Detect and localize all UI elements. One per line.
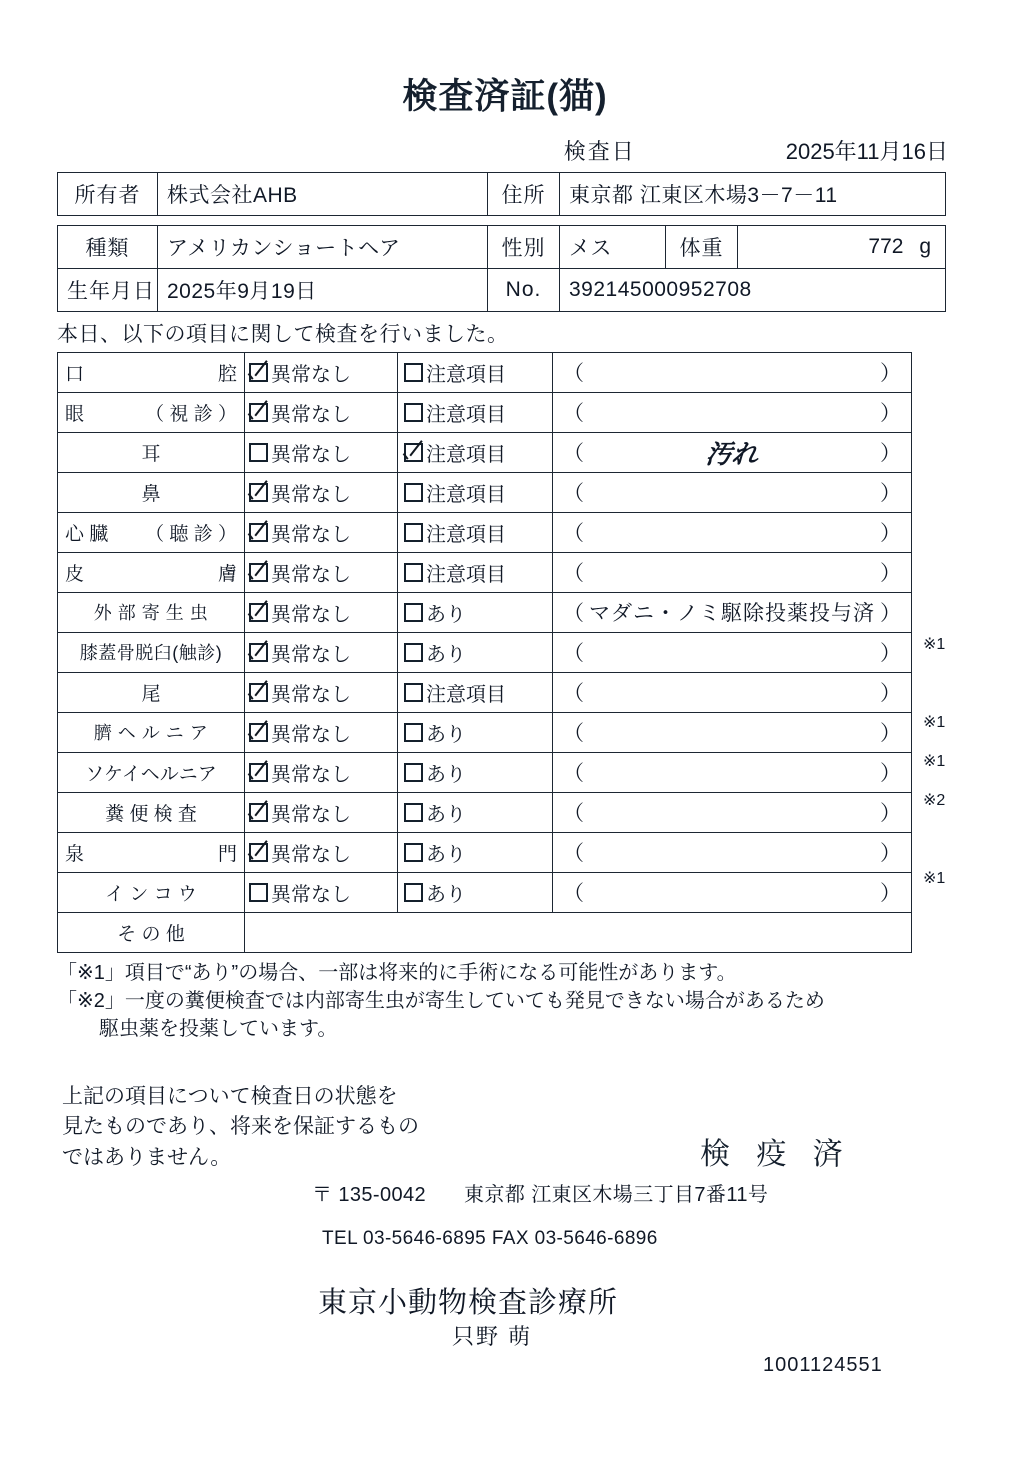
clinic-zip: 〒 135-0042 — [312, 1183, 427, 1206]
checklist-option-normal-label: 異常なし — [271, 523, 351, 546]
checklist-option-normal-label: 異常なし — [271, 443, 351, 466]
paren-open: （ — [563, 842, 584, 865]
checklist-note-cell[interactable] — [553, 432, 912, 472]
checklist-option-normal[interactable] — [245, 472, 398, 512]
checklist-row — [58, 592, 912, 632]
checklist-note-cell[interactable] — [553, 792, 912, 832]
checklist-row — [58, 712, 912, 752]
checklist-item-label: 皮 膚 — [58, 552, 245, 592]
footnote-mark — [919, 547, 979, 586]
checklist-item-label: 心 臓 （ 聴 診 ） — [58, 512, 245, 552]
checklist-option-normal-label: 異常なし — [271, 683, 351, 706]
checklist-item-label: そ の 他 — [58, 912, 245, 952]
checklist-item-label: 尾 — [58, 672, 245, 712]
checklist-option-attention[interactable] — [398, 672, 553, 712]
birth-row — [58, 268, 946, 311]
checkbox-attention[interactable] — [404, 443, 423, 462]
checklist-item-label: 耳 — [58, 432, 245, 472]
checklist-option-attention[interactable] — [398, 632, 553, 672]
checklist-note-cell[interactable] — [553, 472, 912, 512]
checklist-option-normal-label: 異常なし — [271, 563, 351, 586]
veterinarian-name: 只野 萌 — [452, 1323, 533, 1349]
footnote-mark — [919, 820, 979, 859]
checklist-item-label: ソケイヘルニア — [58, 752, 245, 792]
checkbox-normal[interactable] — [249, 643, 268, 662]
checklist-option-attention-label: 注意項目 — [426, 483, 506, 506]
footnote-2: 「※2」一度の糞便検査では内部寄生虫が寄生していても発見できない場合があるため — [57, 989, 825, 1012]
checklist-row — [58, 872, 912, 912]
checklist-option-attention-label: あり — [426, 803, 466, 826]
checklist-option-attention-label: 注意項目 — [426, 403, 506, 426]
checklist-option-normal-label: 異常なし — [271, 603, 351, 626]
paren-close: ） — [880, 722, 901, 745]
paren-open: （ — [563, 802, 584, 825]
checkbox-attention[interactable] — [404, 683, 423, 702]
checkbox-normal[interactable] — [249, 763, 268, 782]
header-info-table — [57, 172, 946, 216]
weight-value-cell — [738, 225, 946, 268]
checkbox-normal[interactable] — [249, 563, 268, 582]
checklist-option-normal[interactable] — [245, 512, 398, 552]
checklist-option-attention-label: 注意項目 — [426, 363, 506, 386]
clinic-contact: TEL 03-5646-6895 FAX 03-5646-6896 — [322, 1227, 658, 1249]
checkbox-normal[interactable] — [249, 803, 268, 822]
checklist-item-label: 臍 ヘ ル ニ ア — [58, 712, 245, 752]
checklist-option-attention-label: 注意項目 — [426, 563, 506, 586]
checklist-table — [57, 352, 912, 953]
sex-label: 性別 — [488, 225, 560, 268]
owner-row — [58, 172, 946, 215]
checklist-option-attention-label: あり — [426, 603, 466, 626]
checklist-row — [58, 552, 912, 592]
paren-open: （ — [563, 642, 584, 665]
breed-row — [58, 225, 946, 268]
owner-value: 株式会社AHB — [158, 172, 488, 215]
checklist-option-attention-label: 注意項目 — [426, 683, 506, 706]
registration-no-label: No. — [488, 268, 560, 311]
checklist-option-attention[interactable] — [398, 392, 553, 432]
checklist-note-cell[interactable] — [553, 632, 912, 672]
breed-label: 種類 — [58, 225, 158, 268]
checklist-option-normal[interactable] — [245, 672, 398, 712]
paren-close: ） — [880, 482, 901, 505]
checkbox-attention[interactable] — [404, 363, 423, 382]
clinic-address: 東京都 江東区木場三丁目7番11号 — [464, 1183, 769, 1206]
footnote-mark — [919, 469, 979, 508]
paren-close: ） — [880, 442, 901, 465]
paren-open: （ — [563, 402, 584, 425]
exam-date-row — [0, 135, 948, 166]
checkbox-normal[interactable] — [249, 843, 268, 862]
checklist-option-attention[interactable] — [398, 792, 553, 832]
checklist-option-normal[interactable] — [245, 592, 398, 632]
checklist-item-label: 泉 門 — [58, 832, 245, 872]
paren-close: ） — [880, 362, 901, 385]
clinic-address-line — [312, 1178, 768, 1207]
paren-open: （ — [563, 442, 584, 465]
checkbox-normal[interactable] — [249, 603, 268, 622]
disclaimer-line-2: 見たものであり、将来を保証するもの — [62, 1115, 419, 1139]
checklist-option-attention[interactable] — [398, 352, 553, 392]
checklist-note-cell[interactable] — [553, 392, 912, 432]
paren-open: （ — [563, 682, 584, 705]
checklist-option-normal[interactable] — [245, 432, 398, 472]
paren-close: ） — [880, 682, 901, 705]
checkbox-normal[interactable] — [249, 403, 268, 422]
checklist-note-cell[interactable] — [553, 712, 912, 752]
footer-section — [0, 1082, 1010, 1422]
checklist-note-cell[interactable] — [553, 752, 912, 792]
checklist-row — [58, 512, 912, 552]
checklist-option-attention[interactable] — [398, 752, 553, 792]
checklist-option-normal[interactable] — [245, 632, 398, 672]
checklist-option-normal-label: 異常なし — [271, 363, 351, 386]
checklist-item-label: イ ン コ ウ — [58, 872, 245, 912]
checklist-option-normal-label: 異常なし — [271, 643, 351, 666]
weight-label: 体重 — [666, 225, 738, 268]
checklist-option-normal-label: 異常なし — [271, 883, 351, 906]
checkbox-attention[interactable] — [404, 763, 423, 782]
serial-number: 1001124551 — [763, 1353, 883, 1376]
footnotes — [57, 959, 1010, 1044]
checklist-option-normal[interactable] — [245, 872, 398, 912]
paren-close: ） — [880, 562, 901, 585]
footnote-mark — [919, 508, 979, 547]
weight-value: 772 — [868, 234, 904, 258]
checklist-row — [58, 632, 912, 672]
checkbox-normal[interactable] — [249, 683, 268, 702]
checklist-note-cell[interactable] — [553, 352, 912, 392]
paren-open: （ — [563, 482, 584, 505]
footnote-2-cont: 駆虫薬を投薬しています。 — [99, 1018, 338, 1041]
registration-no-value: 392145000952708 — [560, 268, 946, 311]
checklist-row — [58, 432, 912, 472]
paren-close: ） — [880, 402, 901, 425]
checklist-option-attention[interactable] — [398, 832, 553, 872]
checkbox-normal[interactable] — [249, 883, 268, 902]
checklist-option-attention-label: 注意項目 — [426, 523, 506, 546]
paren-open: （ — [563, 362, 584, 385]
paren-close: ） — [880, 802, 901, 825]
checklist-row — [58, 392, 912, 432]
checklist-item-label: 口 腔 — [58, 352, 245, 392]
checkbox-attention[interactable] — [404, 803, 423, 822]
paren-open: （ — [563, 762, 584, 785]
checklist-row — [58, 672, 912, 712]
checklist-option-attention[interactable] — [398, 512, 553, 552]
checkbox-normal[interactable] — [249, 523, 268, 542]
checklist-item-label: 糞 便 検 査 — [58, 792, 245, 832]
checklist-row — [58, 352, 912, 392]
footnote-mark — [919, 352, 979, 391]
checklist-row — [58, 832, 912, 872]
checklist-note-cell[interactable] — [553, 512, 912, 552]
footnote-mark: ※1 — [923, 713, 946, 731]
animal-info-table — [57, 225, 946, 312]
checklist-row — [58, 792, 912, 832]
checkbox-attention[interactable] — [404, 523, 423, 542]
checklist-option-attention-label: あり — [426, 883, 466, 906]
checklist-option-normal[interactable] — [245, 792, 398, 832]
checklist-section — [57, 352, 967, 953]
address-label: 住所 — [488, 172, 560, 215]
paren-close: ） — [880, 642, 901, 665]
checklist-note-cell[interactable] — [553, 832, 912, 872]
page-title: 検査済証(猫) — [402, 77, 608, 116]
checkbox-attention[interactable] — [404, 483, 423, 502]
checklist-option-normal-label: 異常なし — [271, 763, 351, 786]
footnote-marks-column — [919, 352, 979, 937]
disclaimer-line-1: 上記の項目について検査日の状態を — [62, 1084, 398, 1108]
footnote-mark — [919, 664, 979, 703]
checklist-item-label: 眼 （ 視 診 ） — [58, 392, 245, 432]
paren-close: ） — [880, 762, 901, 785]
checklist-option-normal[interactable] — [245, 832, 398, 872]
footnote-mark: ※1 — [923, 869, 946, 887]
footnote-mark: ※1 — [923, 635, 946, 653]
disclaimer-text — [62, 1082, 419, 1173]
checklist-note-text: 汚れ — [704, 439, 760, 470]
footnote-mark — [919, 430, 979, 469]
checklist-item-label: 外 部 寄 生 虫 — [58, 592, 245, 632]
paren-close: ） — [880, 602, 901, 625]
checkbox-attention[interactable] — [404, 843, 423, 862]
footnote-mark: ※1 — [923, 752, 946, 770]
checklist-option-attention-label: あり — [426, 723, 466, 746]
checklist-note-cell[interactable] — [553, 552, 912, 592]
checklist-option-attention-label: あり — [426, 763, 466, 786]
footnote-mark — [919, 898, 979, 937]
checklist-option-normal-label: 異常なし — [271, 723, 351, 746]
checkbox-attention[interactable] — [404, 603, 423, 622]
paren-close: ） — [880, 842, 901, 865]
checkbox-attention[interactable] — [404, 643, 423, 662]
intro-text: 本日、以下の項目に関して検査を行いました。 — [57, 322, 509, 346]
checkbox-normal[interactable] — [249, 483, 268, 502]
checklist-option-attention[interactable] — [398, 592, 553, 632]
checklist-option-normal-label: 異常なし — [271, 403, 351, 426]
checklist-option-normal[interactable] — [245, 352, 398, 392]
checklist-other-value[interactable] — [245, 912, 912, 952]
checkbox-normal[interactable] — [249, 363, 268, 382]
checklist-row — [58, 912, 912, 952]
exam-date-label: 検査日 — [563, 138, 636, 164]
checkbox-attention[interactable] — [404, 563, 423, 582]
checklist-option-attention-label: 注意項目 — [426, 443, 506, 466]
checklist-option-attention[interactable] — [398, 712, 553, 752]
footnote-mark — [919, 391, 979, 430]
checklist-option-normal-label: 異常なし — [271, 843, 351, 866]
checklist-option-normal[interactable] — [245, 552, 398, 592]
sex-value: メス — [560, 225, 666, 268]
footnote-1: 「※1」項目で“あり”の場合、一部は将来的に手術になる可能性があります。 — [57, 961, 737, 984]
exam-date-value: 2025年11月16日 — [785, 138, 948, 164]
checklist-option-attention[interactable] — [398, 872, 553, 912]
checklist-option-attention-label: あり — [426, 643, 466, 666]
paren-open: （ — [563, 522, 584, 545]
breed-value: アメリカンショートヘア — [158, 225, 488, 268]
paren-open: （ — [563, 722, 584, 745]
checklist-option-attention[interactable] — [398, 472, 553, 512]
checkbox-normal[interactable] — [249, 443, 268, 462]
checklist-option-attention[interactable] — [398, 432, 553, 472]
checkbox-attention[interactable] — [404, 883, 423, 902]
paren-open: （ — [563, 602, 584, 625]
address-value: 東京都 江東区木場3－7－11 — [560, 172, 946, 215]
checkbox-normal[interactable] — [249, 723, 268, 742]
checklist-row — [58, 752, 912, 792]
footnote-mark: ※2 — [923, 791, 946, 809]
clinic-name: 東京小動物検査診療所 — [318, 1286, 619, 1319]
birth-label: 生年月日 — [58, 268, 158, 311]
birth-value: 2025年9月19日 — [158, 268, 488, 311]
checklist-option-normal-label: 異常なし — [271, 803, 351, 826]
owner-label: 所有者 — [58, 172, 158, 215]
checklist-option-attention-label: あり — [426, 843, 466, 866]
checklist-option-normal[interactable] — [245, 392, 398, 432]
checklist-option-normal[interactable] — [245, 712, 398, 752]
checklist-row — [58, 472, 912, 512]
disclaimer-line-3: ではありません。 — [62, 1145, 232, 1169]
checklist-option-attention[interactable] — [398, 552, 553, 592]
checklist-note-cell[interactable] — [553, 672, 912, 712]
checkbox-attention[interactable] — [404, 723, 423, 742]
checklist-item-label: 膝蓋骨脱臼(触診) — [58, 632, 245, 672]
checklist-option-normal[interactable] — [245, 752, 398, 792]
weight-unit: g — [919, 234, 931, 258]
paren-open: （ — [563, 562, 584, 585]
checklist-item-label: 鼻 — [58, 472, 245, 512]
checkbox-attention[interactable] — [404, 403, 423, 422]
paren-close: ） — [880, 522, 901, 545]
checklist-note-cell[interactable] — [553, 872, 912, 912]
checklist-note-cell[interactable] — [553, 592, 912, 632]
quarantine-stamp: 検 疫 済 — [700, 1137, 852, 1171]
checklist-option-normal-label: 異常なし — [271, 483, 351, 506]
footnote-mark — [919, 586, 979, 625]
paren-open: （ — [563, 882, 584, 905]
checklist-note-text: マダニ・ノミ駆除投薬投与済 — [589, 602, 875, 625]
paren-close: ） — [880, 882, 901, 905]
